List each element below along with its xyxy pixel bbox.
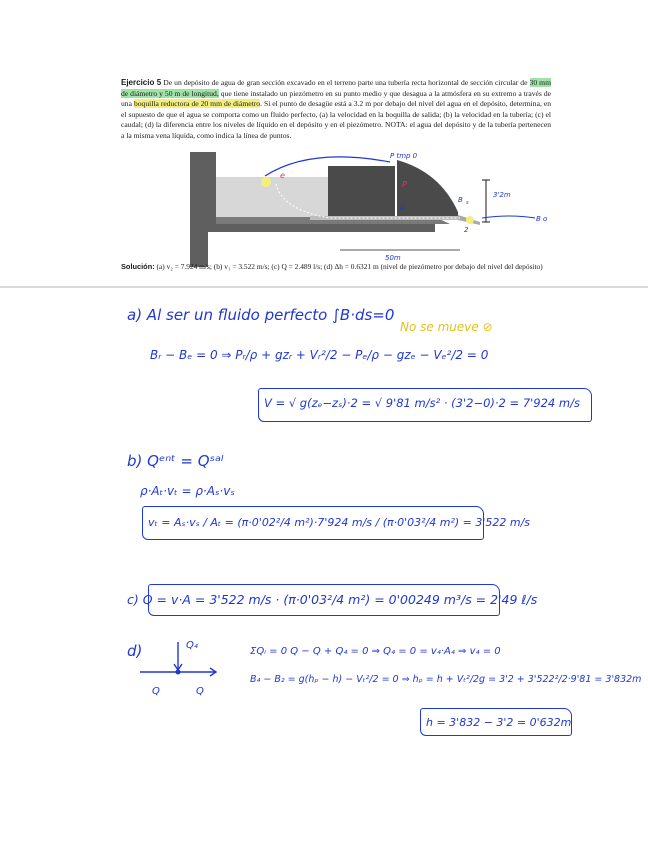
part-d-equation-1: ΣQᵢ = 0 Q − Q + Q₄ = 0 ⇒ Q₄ = 0 = v₄·A₄ ⇒ v₄ = 0 bbox=[250, 646, 501, 657]
label-p-tmp: P tmp 0 bbox=[390, 152, 418, 160]
label-s: s bbox=[466, 200, 469, 206]
solution-label: Solución: bbox=[121, 262, 155, 271]
part-b-title: b) Qᵉⁿᵗ = Qˢᵃˡ bbox=[127, 452, 224, 470]
part-d-result-box bbox=[420, 708, 572, 736]
label-q-out: Q bbox=[196, 686, 204, 697]
tank-water bbox=[216, 177, 328, 217]
solution-line bbox=[121, 262, 551, 272]
label-q4: Q₄ bbox=[186, 640, 198, 651]
piezometer-block bbox=[328, 166, 395, 217]
point-e-marker bbox=[261, 177, 271, 187]
outlet-arrow bbox=[482, 216, 535, 218]
part-a-result-box bbox=[258, 388, 592, 422]
part-b-equation: ρ·Aₜ·vₜ = ρ·Aₛ·vₛ bbox=[140, 484, 235, 498]
problem-text-1: De un depósito de agua de gran sección excavado en el terreno parte una tubería recta horizontal de sección circular de bbox=[161, 78, 530, 87]
part-c-result-box bbox=[148, 584, 500, 616]
part-b-result: vₜ = Aₛ·vₛ / Aₜ = (π·0'02²/4 m²)·7'924 m/s / (π·0'03²/4 m²) = 3'522 m/s bbox=[148, 516, 531, 529]
exercise-label: Ejercicio 5 bbox=[121, 78, 162, 87]
label-2: 2 bbox=[464, 226, 469, 234]
label-e: e bbox=[280, 171, 285, 180]
label-height: 3'2m bbox=[493, 191, 511, 199]
label-bo: B o bbox=[536, 215, 548, 223]
part-d-result: h = 3'832 − 3'2 = 0'632m bbox=[426, 716, 572, 729]
part-d-equation-2: B₄ − B₂ = g(hₚ − h) − Vₜ²/2 = 0 ⇒ hₚ = h + Vₜ²/2g = 3'2 + 3'522²/2·9'81 = 3'832m bbox=[250, 674, 642, 685]
part-b-result-box bbox=[142, 506, 484, 540]
highlight-pipe-dimensions: 30 mm de diámetro y 50 m de longitud, bbox=[121, 78, 551, 98]
part-a-title: a) Al ser un fluido perfecto ∫B·ds=0 bbox=[127, 306, 395, 324]
section-divider bbox=[0, 286, 648, 288]
label-b: B bbox=[458, 196, 463, 204]
part-d-title: d) bbox=[127, 642, 143, 660]
part-a-result: V = √ g(zₑ−zₛ)·2 = √ 9'81 m/s² · (3'2−0)·2 = 7'924 m/s bbox=[264, 396, 580, 410]
label-p: P bbox=[402, 180, 407, 189]
highlight-nozzle: boquilla reductora de 20 mm de diámetro bbox=[133, 99, 261, 109]
solution-text: (a) v₂ = 7.924 m/s; (b) v₁ = 3.522 m/s; (c) Q = 2.489 l/s; (d) Δh = 0.6321 m (nivel de piezómetro por debajo del nivel del depósito) bbox=[154, 262, 543, 271]
pipe bbox=[310, 216, 460, 220]
problem-text-2: que tiene instalado un piezómetro en su punto medio y que desagua a la atmósfera en su extremo a través de una bbox=[121, 88, 551, 109]
label-4: 4 bbox=[400, 204, 405, 212]
tank-pipe-figure bbox=[190, 152, 560, 267]
point-s-marker bbox=[466, 216, 474, 224]
part-a-note: No se mueve ⊘ bbox=[400, 320, 493, 334]
part-c-result: c) Q = v·A = 3'522 m/s · (π·0'03²/4 m²) = 0'00249 m³/s = 2'49 ℓ/s bbox=[127, 592, 538, 607]
part-a-equation: Bᵣ − Bₑ = 0 ⇒ Pᵣ/ρ + gzᵣ + Vᵣ²/2 − Pₑ/ρ − gzₑ − Vₑ²/2 = 0 bbox=[150, 348, 489, 362]
label-length: 50m bbox=[385, 254, 401, 262]
problem-statement bbox=[121, 78, 551, 142]
problem-text-3: . Si el punto de desagüe está a 3.2 m por debajo del nivel del agua en el depósito, determina, en el supuesto de que el agua se comporta como un fluido perfecto, (a) la velocidad en la boquilla de salida; (b) la velocidad en la tubería; (c) el caudal; (d) la diferencia entre los niveles de líquido en el depósito y en el piezómetro. NOTA: el agua del depósito y de la tubería pertenecen a la misma vena líquida, como indica la línea de puntos. bbox=[121, 99, 551, 140]
label-q-in: Q bbox=[152, 686, 160, 697]
